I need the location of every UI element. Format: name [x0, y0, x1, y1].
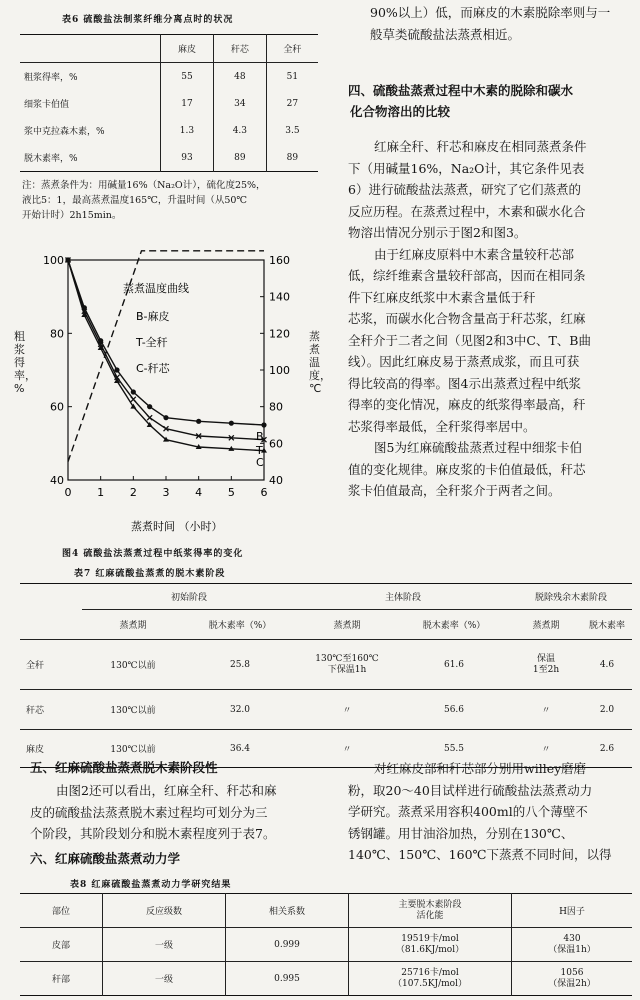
table8-caption: 表8 红麻硫酸盐蒸煮动力学研究结果 [70, 880, 232, 890]
cell: 一级 [103, 928, 226, 962]
end-label-c: C [256, 456, 264, 469]
cell: 93 [161, 144, 214, 172]
cell: 32.0 [229, 704, 251, 715]
y-tick-label: 80 [50, 327, 64, 341]
table7-subheader: 蒸煮期 [333, 621, 361, 631]
text-line: 件下红麻皮纸浆中木素含量低于秆 [348, 289, 536, 305]
figure4-caption: 图4 硫酸盐法蒸煮过程中纸浆得率的变化 [62, 549, 244, 559]
x-tick-label: 0 [64, 486, 72, 499]
table7-subheader: 蒸煮期 [119, 621, 147, 631]
table7-group-header: 初始阶段 [82, 584, 296, 610]
text-line: 得率的变化情况，麻皮的纸浆得率最高，秆 [348, 397, 586, 412]
cell: 0.999 [226, 928, 349, 962]
table6-caption: 表6 硫酸盐法制浆纤维分离点时的状况 [62, 15, 234, 25]
cell: 430 （保温1h） [548, 933, 596, 955]
cell: 0.995 [226, 962, 349, 996]
section4-title [348, 80, 636, 122]
cell: 一级 [103, 962, 226, 996]
x-tick-label: 2 [129, 486, 137, 499]
text-line: 6）进行硫酸盐法蒸煮，研究了它们蒸煮的 [348, 182, 581, 197]
text-line: 个阶段，其阶段划分和脱木素程度列于表7。 [30, 826, 276, 841]
cell: 皮部 [20, 928, 103, 962]
cell: 55.5 [443, 743, 465, 754]
x-axis-label: 蒸煮时间 （小时） [131, 520, 223, 533]
section5-body [30, 780, 328, 845]
text-line: 芯浆得率最低，全秆浆得率居中。 [348, 418, 536, 434]
row-label: 秆芯 [26, 706, 45, 716]
table6-header: 秆芯 [213, 35, 266, 63]
paragraph [348, 136, 632, 158]
section6-title: 六、红麻硫酸盐蒸煮动力学 [30, 851, 181, 866]
table-row [20, 962, 632, 996]
text-line: 锈钢罐。用甘油浴加热，分别在130℃、 [348, 825, 574, 841]
y2-tick-label: 140 [269, 290, 290, 304]
text-line: 学研究。蒸煮采用容积400ml的八个薄壁不 [348, 804, 588, 819]
text-line: 反应历程。在蒸煮过程中，木素和碳水化合 [348, 203, 586, 219]
y2-tick-label: 40 [269, 474, 283, 487]
x-tick-label: 4 [195, 486, 203, 499]
cell: 130℃以前 [110, 745, 156, 755]
cell: 秆部 [20, 962, 103, 996]
y-tick-label: 40 [50, 474, 64, 487]
table7-subheader: 脱木素率（%） [422, 621, 486, 631]
y2-tick-label: 100 [269, 364, 290, 377]
text-line: 低，综纤维素含量较秆部高，因而在相同条 [348, 268, 586, 283]
y2-tick-label: 160 [269, 254, 290, 267]
x-tick-label: 6 [260, 486, 268, 499]
table6-header-corner [20, 35, 161, 63]
text-line: 皮的硫酸盐法蒸煮脱木素过程均可划分为三 [30, 804, 268, 820]
data-point [196, 419, 201, 424]
cell: 25.8 [229, 659, 251, 670]
table7-group-header: 主体阶段 [296, 584, 510, 610]
cell: 1.3 [161, 117, 214, 144]
y-tick-label: 60 [50, 400, 64, 414]
table8-header: H因子 [559, 907, 585, 917]
text-line: 得比较高的得率。图4示出蒸煮过程中纸浆 [348, 375, 581, 391]
y-axis-label-right: 蒸煮温度，℃ [309, 330, 331, 395]
row-label: 脱木素率，% [20, 144, 161, 172]
cell: 〃 [342, 706, 352, 716]
table7-subheader: 脱木素率（%） [208, 621, 272, 631]
text-line: 般草类硫酸盐法蒸煮相近。 [370, 26, 521, 42]
text-line: 下（用碱量16%，Na₂O计，其它条件见表 [348, 160, 585, 176]
y2-tick-label: 80 [269, 400, 283, 414]
data-point [147, 415, 152, 420]
row-label: 浆中克拉森木素，% [20, 117, 161, 144]
row-label: 粗浆得率，% [20, 63, 161, 91]
section5-title: 五、红麻硫酸盐蒸煮脱木素阶段性 [30, 760, 218, 775]
cell: 89 [213, 144, 266, 172]
y2-tick-label: 120 [269, 327, 290, 341]
legend-item-t: T-全秆 [136, 336, 168, 349]
table6-header: 全秆 [283, 45, 302, 55]
table7 [20, 583, 632, 768]
note-line: 开始计时）2h15min。 [22, 210, 122, 221]
text-line: 全秆介于二者之间（见图2和3中C、T、B曲 [348, 332, 591, 348]
cell: 130℃以前 [110, 706, 156, 716]
table7-group-header: 脱除残余木素阶段 [510, 584, 632, 610]
table8-header: 相关系数 [226, 894, 349, 928]
table6-header: 麻皮 [161, 35, 214, 63]
table-row [20, 690, 632, 730]
text-line: 90%以上）低，而麻皮的木素脱除率则与一 [370, 5, 611, 20]
cell: 2.6 [599, 743, 615, 754]
table-row [20, 63, 318, 91]
text-line: 值的变化规律。麻皮浆的卡伯值最低，秆芯 [348, 461, 586, 477]
figure4-chart [18, 240, 331, 540]
text-line: 粉，取20～40目试样进行硫酸盐法蒸煮动力 [348, 782, 593, 798]
table7-corner [20, 584, 82, 610]
section6-body [348, 758, 632, 866]
cell: 4.6 [599, 659, 615, 670]
cell: 34 [213, 90, 266, 117]
cell: 〃 [342, 745, 352, 755]
legend-item-b: B-麻皮 [136, 310, 170, 323]
table6 [20, 34, 318, 172]
text-line: 图5为红麻硫酸盐蒸煮过程中细浆卡伯 [374, 440, 582, 455]
cell: 19519卡/mol （81.6KJ/mol） [349, 928, 512, 962]
note-line: 液比5：1，最高蒸煮温度165℃，升温时间（从50℃ [22, 195, 248, 206]
note-line: 注：蒸煮条件为：用碱量16%（Na₂O计），硫化度25%， [22, 180, 266, 191]
y-axis-label-left: 粗浆得率，% [14, 330, 36, 395]
cell: 51 [286, 71, 299, 82]
cell: 17 [161, 90, 214, 117]
text-line: 芯浆，而碳水化合物含量高于秆芯浆，红麻 [348, 311, 586, 326]
table8-header: 反应级数 [103, 894, 226, 928]
table-row [20, 640, 632, 690]
data-point [131, 389, 136, 394]
data-point [147, 404, 152, 409]
table8-header: 部位 [20, 894, 103, 928]
cell: 61.6 [443, 659, 465, 670]
end-label-b: B [256, 430, 264, 443]
title-line: 四、硫酸盐蒸煮过程中木素的脱除和碳水 [348, 83, 574, 98]
text-line: 由于红麻皮原料中木素含量较秆芯部 [374, 246, 575, 262]
data-point [229, 421, 234, 426]
cell: 〃 [541, 706, 551, 716]
data-point [131, 397, 136, 402]
text-line: 物溶出情况分别示于图2和图3。 [348, 225, 527, 240]
text-line: 红麻全秆、秆芯和麻皮在相同蒸煮条件 [374, 139, 587, 154]
table7-subheader: 脱木素率 [588, 621, 625, 631]
cell: 2.0 [599, 704, 615, 715]
cell: 〃 [541, 745, 551, 755]
table-row [20, 90, 318, 117]
table8-header: 主要脱木素阶段 活化能 [349, 894, 512, 928]
legend-title: 蒸煮温度曲线 [123, 282, 189, 295]
cell: 36.4 [229, 743, 251, 754]
table-row [20, 928, 632, 962]
row-label: 麻皮 [26, 745, 45, 755]
data-point [261, 422, 266, 427]
cell: 89 [286, 152, 299, 163]
text-line: 线）。因此红麻皮易于蒸煮成浆，而且可获 [348, 354, 580, 369]
y2-tick-label: 60 [269, 437, 283, 451]
cell: 25716卡/mol （107.5KJ/mol） [349, 962, 512, 996]
lead-text [370, 2, 632, 45]
data-point [163, 415, 168, 420]
table7-caption: 表7 红麻硫酸盐蒸煮的脱木素阶段 [74, 569, 226, 579]
cell: 27 [286, 98, 299, 109]
row-label: 细浆卡伯值 [20, 90, 161, 117]
end-label-t: T [256, 444, 263, 457]
x-tick-label: 1 [97, 486, 105, 499]
text-line: 140℃、150℃、160℃下蒸煮不同时间，以得 [348, 847, 612, 862]
table-row [20, 117, 318, 144]
cell: 3.5 [285, 125, 300, 136]
cell: 55 [161, 63, 214, 91]
x-tick-label: 3 [162, 486, 170, 499]
cell: 4.3 [213, 117, 266, 144]
cell: 保温 1至2h [532, 653, 560, 675]
x-tick-label: 5 [227, 486, 235, 499]
table7-subheader: 蒸煮期 [532, 621, 560, 631]
section4-body [348, 136, 632, 502]
text-line: 对红麻皮部和秆芯部分别用willey磨磨 [374, 761, 587, 776]
cell: 130℃至160℃ 下保温1h [315, 653, 379, 675]
cell: 48 [213, 63, 266, 91]
cell: 1056 （保温2h） [548, 967, 596, 989]
table6-note [22, 178, 322, 223]
table-row [20, 144, 318, 172]
cell: 56.6 [443, 704, 465, 715]
row-label: 全秆 [26, 661, 45, 671]
text-line: 浆卡伯值最高，全秆浆介于两者之间。 [348, 483, 561, 498]
table8 [20, 893, 632, 996]
text-line: 由图2还可以看出，红麻全秆、秆芯和麻 [56, 783, 277, 798]
legend-item-c: C-秆芯 [136, 362, 170, 375]
data-point [114, 367, 119, 372]
title-line: 化合物溶出的比较 [350, 104, 451, 119]
cell: 130℃以前 [110, 661, 156, 671]
y-tick-label: 100 [43, 254, 64, 267]
